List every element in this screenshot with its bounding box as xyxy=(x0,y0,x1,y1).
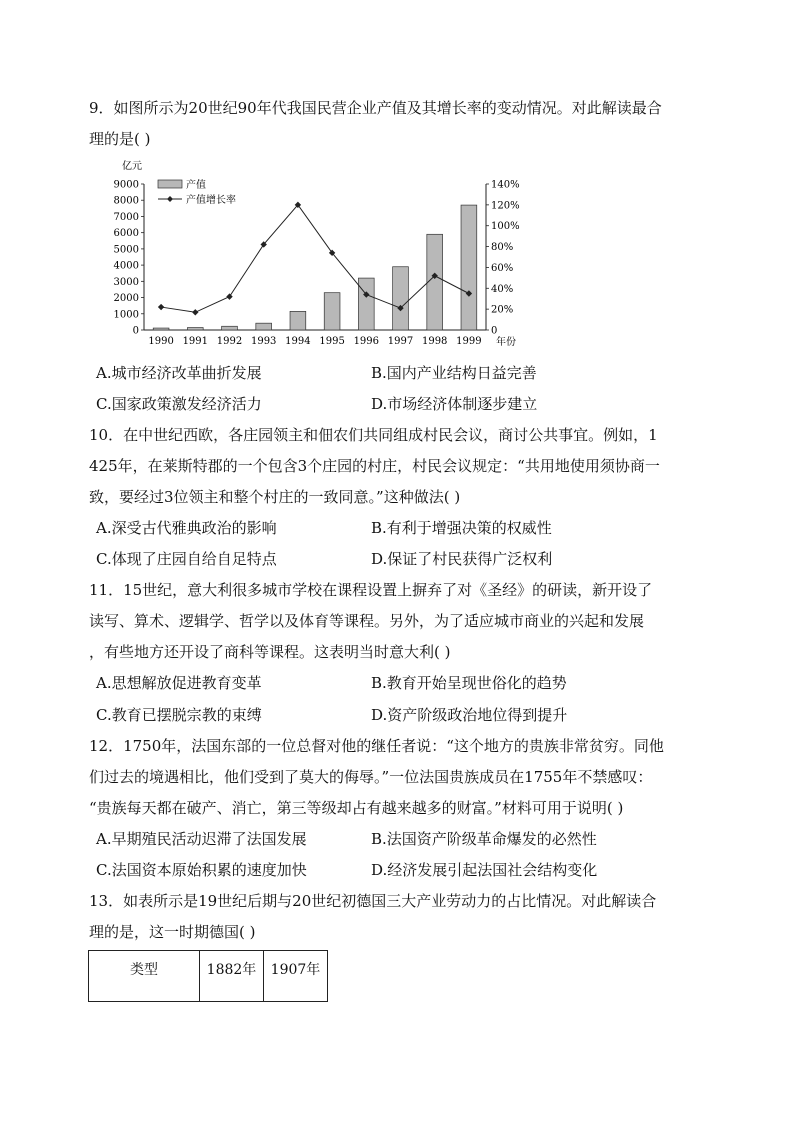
bar-1992 xyxy=(222,326,238,330)
y-left-tick-label: 7000 xyxy=(113,211,139,223)
y-right-tick-label: 40% xyxy=(491,283,514,295)
q13-stem-line-1: 13．如表所示是19世纪后期与20世纪初德国三大产业劳动力的占比情况。对此解读合 xyxy=(89,892,657,910)
q9-option-c[interactable]: C.国家政策激发经济活力 xyxy=(96,395,262,413)
q12-stem-line-2: 们过去的境遇相比，他们受到了莫大的侮辱。”一位法国贵族成员在1755年不禁感叹： xyxy=(89,768,653,786)
x-tick-label: 1991 xyxy=(182,336,209,347)
y-right-tick-label: 0 xyxy=(491,325,498,337)
q11-stem-line-1: 11．15世纪，意大利很多城市学校在课程设置上摒弃了对《圣经》的研读，新开设了 xyxy=(89,581,653,599)
q10-option-d[interactable]: D.保证了村民获得广泛权利 xyxy=(371,550,553,568)
table-header-row xyxy=(89,951,328,1002)
y-left-tick-label: 9000 xyxy=(113,179,139,191)
y-left-tick-label: 1000 xyxy=(113,309,139,321)
y-right-tick-label: 120% xyxy=(491,200,520,212)
q12-option-a[interactable]: A.早期殖民活动迟滞了法国发展 xyxy=(96,830,307,848)
legend-bar-label: 产值 xyxy=(186,180,206,191)
bar-1996 xyxy=(358,278,374,330)
q13-table xyxy=(88,950,328,1002)
q10-option-b[interactable]: B.有利于增强决策的权威性 xyxy=(371,519,552,537)
y-left-tick-label: 2000 xyxy=(113,293,139,305)
bar-1990 xyxy=(153,328,169,330)
q10-option-c[interactable]: C.体现了庄园自给自足特点 xyxy=(96,550,277,568)
y-left-tick-label: 4000 xyxy=(113,260,139,272)
q13-stem-line-2: 理的是，这一时期德国( ) xyxy=(89,923,256,941)
q9-stem-line-2: 理的是( ) xyxy=(89,130,151,148)
bar-1991 xyxy=(187,328,203,330)
table-header-1882: 1882年 xyxy=(200,951,264,1002)
table-header-type: 类型 xyxy=(89,951,200,1002)
bar-1995 xyxy=(324,293,340,330)
growth-point-1990 xyxy=(158,304,164,310)
q12-stem-line-3: “贵族每天都在破产、消亡，第三等级却占有越来越多的财富。”材料可用于说明( ) xyxy=(89,799,624,817)
x-tick-label: 1994 xyxy=(285,336,311,347)
x-tick-label: 1995 xyxy=(319,336,345,347)
q12-option-b[interactable]: B.法国资产阶级革命爆发的必然性 xyxy=(371,830,597,848)
q10-option-a[interactable]: A.深受古代雅典政治的影响 xyxy=(96,519,277,537)
x-tick-label: 1998 xyxy=(421,336,448,347)
bar-1998 xyxy=(427,234,443,330)
y-right-tick-label: 80% xyxy=(491,242,514,254)
bar-1993 xyxy=(256,323,272,330)
q9-option-a[interactable]: A.城市经济改革曲折发展 xyxy=(96,364,262,382)
q11-stem-line-3: ，有些地方还开设了商科等课程。这表明当时意大利( ) xyxy=(89,643,451,661)
q11-option-d[interactable]: D.资产阶级政治地位得到提升 xyxy=(371,706,568,724)
x-tick-label: 1999 xyxy=(456,336,482,347)
q9-chart xyxy=(96,158,526,353)
x-axis-label: 年份 xyxy=(496,337,516,348)
bar-1994 xyxy=(290,311,306,330)
y-left-tick-label: 6000 xyxy=(113,228,139,240)
growth-rate-line xyxy=(161,205,469,312)
y-left-tick-label: 3000 xyxy=(113,276,139,288)
q9-stem-line-1: 9．如图所示为20世纪90年代我国民营企业产值及其增长率的变动情况。对此解读最合 xyxy=(89,99,662,117)
table-header-1907: 1907年 xyxy=(264,951,328,1002)
y-right-tick-label: 140% xyxy=(491,179,520,191)
x-tick-label: 1992 xyxy=(216,336,243,347)
q10-stem-line-3: 致，要经过3位领主和整个村庄的一致同意。”这种做法( ) xyxy=(89,488,461,506)
growth-point-1991 xyxy=(192,309,198,315)
q11-option-a[interactable]: A.思想解放促进教育变革 xyxy=(96,674,262,692)
bar-1999 xyxy=(461,205,477,330)
y-right-tick-label: 60% xyxy=(491,262,514,274)
legend-line-label: 产值增长率 xyxy=(186,195,236,206)
q11-option-c[interactable]: C.教育已摆脱宗教的束缚 xyxy=(96,706,262,724)
q12-option-c[interactable]: C.法国资本原始积累的速度加快 xyxy=(96,861,307,879)
q10-stem-line-1: 10．在中世纪西欧，各庄园领主和佃农们共同组成村民会议，商讨公共事宜。例如，1 xyxy=(89,426,658,444)
x-tick-label: 1997 xyxy=(387,336,414,347)
q12-stem-line-1: 12．1750年，法国东部的一位总督对他的继任者说：“这个地方的贵族非常贫穷。同他 xyxy=(89,737,664,755)
x-tick-label: 1993 xyxy=(250,336,277,347)
legend-bar-swatch xyxy=(158,180,182,188)
q11-option-b[interactable]: B.教育开始呈现世俗化的趋势 xyxy=(371,674,567,692)
q11-stem-line-2: 读写、算术、逻辑学、哲学以及体育等课程。另外，为了适应城市商业的兴起和发展 xyxy=(89,612,645,630)
bar-1997 xyxy=(393,267,409,330)
y-right-tick-label: 100% xyxy=(491,221,520,233)
y-left-tick-label: 8000 xyxy=(113,195,139,207)
y-right-tick-label: 20% xyxy=(491,304,514,316)
legend-line-marker xyxy=(167,196,173,202)
y-left-tick-label: 0 xyxy=(132,325,139,337)
q10-stem-line-2: 425年，在莱斯特郡的一个包含3个庄园的村庄，村民会议规定：“共用地使用须协商一 xyxy=(89,457,660,475)
q9-option-b[interactable]: B.国内产业结构日益完善 xyxy=(371,364,537,382)
x-tick-label: 1996 xyxy=(353,336,380,347)
y-axis-left-label: 亿元 xyxy=(122,161,142,172)
y-left-tick-label: 5000 xyxy=(113,244,139,256)
x-tick-label: 1990 xyxy=(148,336,174,347)
growth-point-1992 xyxy=(226,293,232,299)
q9-option-d[interactable]: D.市场经济体制逐步建立 xyxy=(371,395,538,413)
q12-option-d[interactable]: D.经济发展引起法国社会结构变化 xyxy=(371,861,598,879)
